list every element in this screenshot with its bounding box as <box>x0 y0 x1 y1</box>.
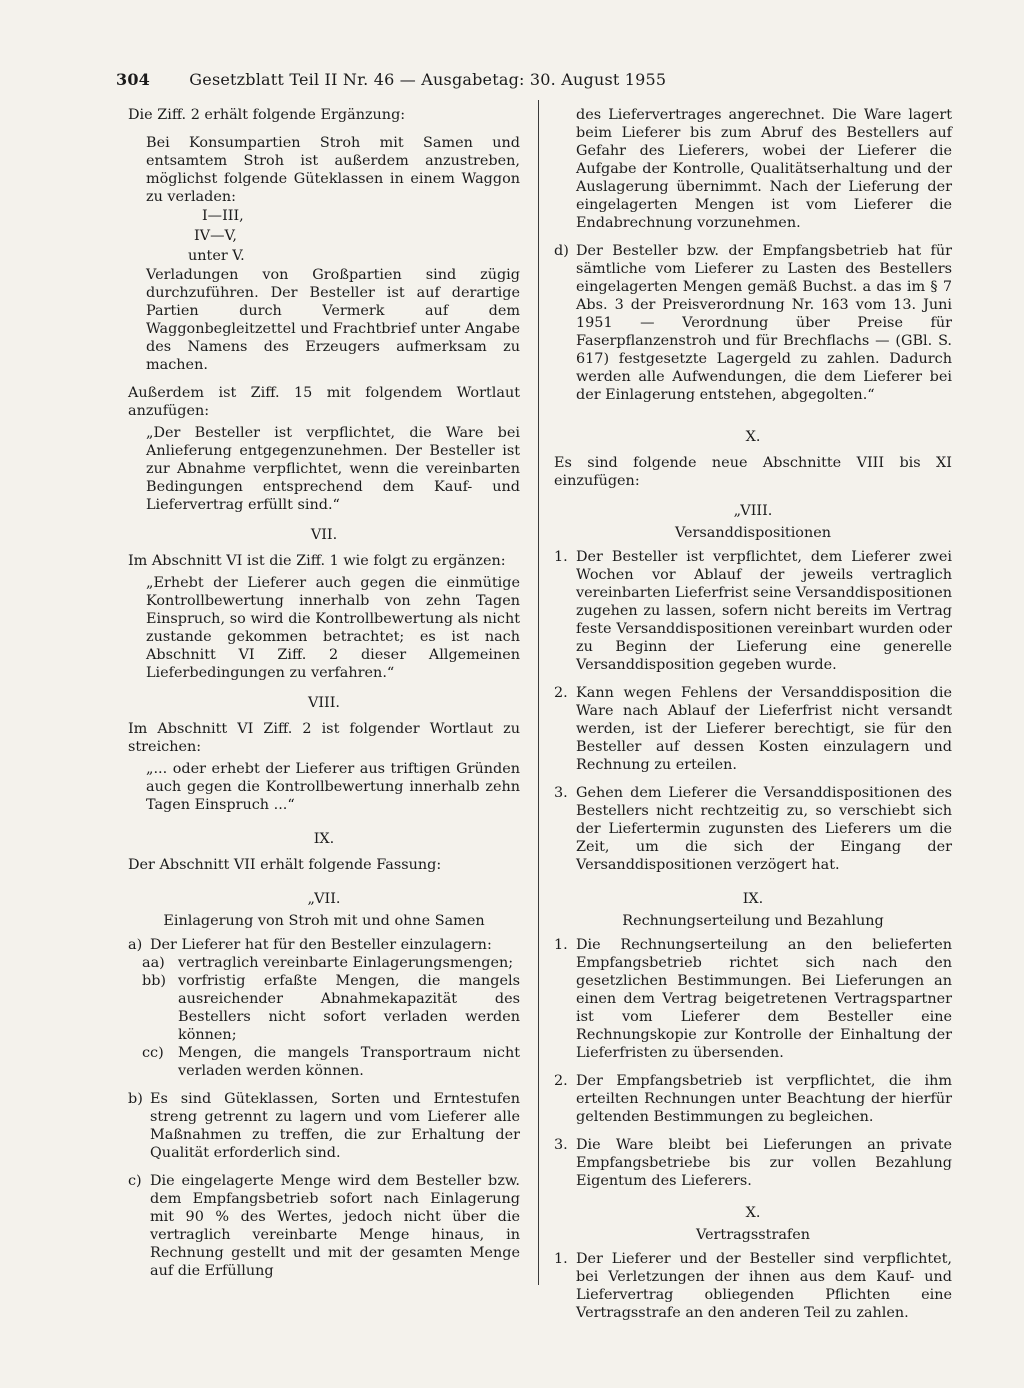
class-item: unter V. <box>188 248 245 264</box>
page-header <box>116 70 816 89</box>
quote-paragraph: „Erhebt der Lieferer auch gegen die einmütige Kontrollbewertung innerhalb von zehn Tagen Einspruch, so wird die Kontrollbewertung als nicht zustande gekommen betrachtet; es ist nach Abschnitt VI Ziff. 2 dieser Allgemeinen Lieferbedingungen zu verfahren.“ <box>146 575 520 681</box>
item-text: Es sind Güteklassen, Sorten und Erntestufen streng getrennt zu lagern und vom Lieferer alle Maßnahmen zu treffen, die zur Erhaltung der Qualität erforderlich sind. <box>150 1091 520 1161</box>
item-label: bb) <box>142 973 167 989</box>
section-heading: VIII. <box>307 695 341 711</box>
item-text: Gehen dem Lieferer die Versanddispositionen des Bestellers nicht rechtzeitig zu, so verschiebt sich der Liefertermin zugunsten des Lieferers um die Zeit, um die sich der Eingang der Versanddispositionen verzögert hat. <box>576 785 952 873</box>
quote-paragraph: „... oder erhebt der Lieferer aus triftigen Gründen auch gegen die Kontrollbewertung innerhalb zehn Tagen Einspruch ...“ <box>146 761 520 813</box>
item-text: vertraglich vereinbarte Einlagerungsmengen; <box>178 955 514 971</box>
item-text: Kann wegen Fehlens der Versanddisposition die Ware nach Ablauf der Lieferfrist nicht versandt werden, ist der Lieferer berechtigt, sie für den Besteller auf dessen Kosten einzulagern und Rechnung zu erteilen. <box>576 685 952 773</box>
class-list <box>188 206 520 266</box>
paragraph: Bei Konsumpartien Stroh mit Samen und entsamtem Stroh ist außerdem anzustreben, möglichst folgende Güteklassen in einem Waggon zu verladen: <box>146 135 520 205</box>
section-subheading: Vertragsstrafen <box>695 1227 811 1243</box>
item-label: aa) <box>142 955 165 971</box>
section-heading: IX. <box>313 831 335 847</box>
column-divider <box>538 100 539 1285</box>
left-column <box>128 106 520 1280</box>
list-item <box>554 548 952 674</box>
paragraph: Es sind folgende neue Abschnitte VIII bis XI einzufügen: <box>554 455 952 489</box>
list-item <box>554 684 952 774</box>
item-text: Mengen, die mangels Transportraum nicht verladen werden können. <box>178 1045 520 1079</box>
item-text: Der Besteller bzw. der Empfangsbetrieb hat für sämtliche vom Lieferer zu Lasten des Bestellers eingelagerten Mengen gemäß Buchst. a das im § 7 Abs. 3 der Preisverordnung Nr. 163 vom 13. Juni 1951 — Verordnung über Preise für Faserpflanzenstroh und für Brechflachs — (GBl. S. 617) festgesetzte Lagergeld zu zahlen. Dadurch werden alle Aufwendungen, die dem Lieferer bei der Einlagerung entstehen, abgegolten.“ <box>576 243 952 403</box>
sub-item <box>142 1044 520 1080</box>
sub-item <box>142 972 520 1044</box>
item-text: Der Lieferer hat für den Besteller einzulagern: <box>150 937 492 953</box>
paragraph: Außerdem ist Ziff. 15 mit folgendem Wortlaut anzufügen: <box>128 385 520 419</box>
item-text: Die Ware bleibt bei Lieferungen an private Empfangsbetriebe bis zur vollen Bezahlung Eigentum des Lieferers. <box>576 1137 952 1189</box>
list-item <box>128 1172 520 1280</box>
list-item <box>554 936 952 1062</box>
item-label: 3. <box>554 1137 568 1153</box>
item-label: 1. <box>554 1251 568 1267</box>
header-title: Gesetzblatt Teil II Nr. 46 — Ausgabetag: 30. August 1955 <box>189 70 667 89</box>
paragraph: Verladungen von Großpartien sind zügig durchzuführen. Der Besteller ist auf derartige Partien durch Vermerk auf dem Waggonbegleitzettel und Frachtbrief unter Angabe des Namens des Erzeugers aufmerksam zu machen. <box>146 267 520 373</box>
list-item <box>554 784 952 874</box>
item-label: b) <box>128 1091 143 1107</box>
item-label: 2. <box>554 1073 568 1089</box>
item-label: 1. <box>554 549 568 565</box>
item-text: Der Lieferer und der Besteller sind verpflichtet, bei Verletzungen der ihnen aus dem Kauf- und Liefervertrag obliegenden Pflichten eine Vertragsstrafe an den anderen Teil zu zahlen. <box>576 1251 952 1321</box>
page-number: 304 <box>116 70 150 89</box>
item-label: 1. <box>554 937 568 953</box>
item-label: 2. <box>554 685 568 701</box>
list-item <box>554 242 952 404</box>
item-text: Der Empfangsbetrieb ist verpflichtet, die ihm erteilten Rechnungen unter Beachtung der hierfür geltenden Bestimmungen zu begleichen. <box>576 1073 952 1125</box>
section-subheading: Versanddispositionen <box>674 525 832 541</box>
item-label: d) <box>554 243 569 259</box>
list-item <box>128 1090 520 1162</box>
list-item <box>554 1072 952 1126</box>
section-subheading: Einlagerung von Stroh mit und ohne Samen <box>163 913 485 929</box>
paragraph: Die Ziff. 2 erhält folgende Ergänzung: <box>128 107 406 123</box>
sub-item <box>142 954 520 972</box>
item-text: vorfristig erfaßte Mengen, die mangels ausreichender Abnahmekapazität des Bestellers nicht sofort verladen werden können; <box>178 973 520 1043</box>
item-label: a) <box>128 937 143 953</box>
paragraph: Der Abschnitt VII erhält folgende Fassung: <box>128 857 442 873</box>
section-heading: X. <box>745 1205 761 1221</box>
item-text: Die Rechnungserteilung an den belieferten Empfangsbetrieb richtet sich nach den gesetzlichen Bestimmungen. Bei Lieferungen an einen dem Vertrag beigetretenen Vertragspartner ist vom Lieferer dem Besteller eine Rechnungskopie zur Kontrolle der Einhaltung der Lieferfristen zu übersenden. <box>576 937 952 1061</box>
right-column <box>554 106 952 1322</box>
list-item <box>554 1250 952 1322</box>
section-heading: X. <box>745 429 761 445</box>
item-text: Die eingelagerte Menge wird dem Besteller bzw. dem Empfangsbetrieb sofort nach Einlagerung mit 90 % des Wertes, jedoch nicht über die vertraglich vereinbarte Menge hinaus, in Rechnung gestellt und mit der gesamten Menge auf die Erfüllung <box>150 1173 520 1279</box>
paragraph: Im Abschnitt VI ist die Ziff. 1 wie folgt zu ergänzen: <box>128 553 506 569</box>
class-item: IV—V, <box>194 228 237 244</box>
list-item <box>554 1136 952 1190</box>
section-heading: VII. <box>310 527 338 543</box>
item-label: c) <box>128 1173 142 1189</box>
item-label: cc) <box>142 1045 164 1061</box>
section-heading: „VIII. <box>733 503 773 519</box>
paragraph: Im Abschnitt VI Ziff. 2 ist folgender Wortlaut zu streichen: <box>128 721 520 755</box>
list-item <box>128 936 520 954</box>
paragraph: des Liefervertrages angerechnet. Die Ware lagert beim Lieferer bis zum Abruf des Bestellers auf Gefahr des Lieferers, wobei der Lieferer die Aufgabe der Kontrolle, Qualitätserhaltung und der Auslagerung übernimmt. Nach der Lieferung der eingelagerten Mengen ist vom Lieferer die Endabrechnung vorzunehmen. <box>576 107 952 231</box>
section-heading: IX. <box>742 891 764 907</box>
section-subheading: Rechnungserteilung und Bezahlung <box>622 913 884 929</box>
item-text: Der Besteller ist verpflichtet, dem Lieferer zwei Wochen vor Ablauf der jeweils vertraglich vereinbarten Lieferfrist seine Versanddispositionen zugehen zu lassen, sofern nicht bereits im Vertrag feste Versanddispositionen vereinbart wurden oder zu Beginn der Lieferung eine generelle Versanddisposition gegeben wurde. <box>576 549 952 673</box>
section-heading: „VII. <box>307 891 341 907</box>
quote-paragraph: „Der Besteller ist verpflichtet, die Ware bei Anlieferung entgegenzunehmen. Der Besteller ist zur Abnahme verpflichtet, wenn die vereinbarten Bedingungen entsprechend dem Kauf- und Liefervertrag erfüllt sind.“ <box>146 425 520 513</box>
item-label: 3. <box>554 785 568 801</box>
class-item: I—III, <box>202 208 244 224</box>
